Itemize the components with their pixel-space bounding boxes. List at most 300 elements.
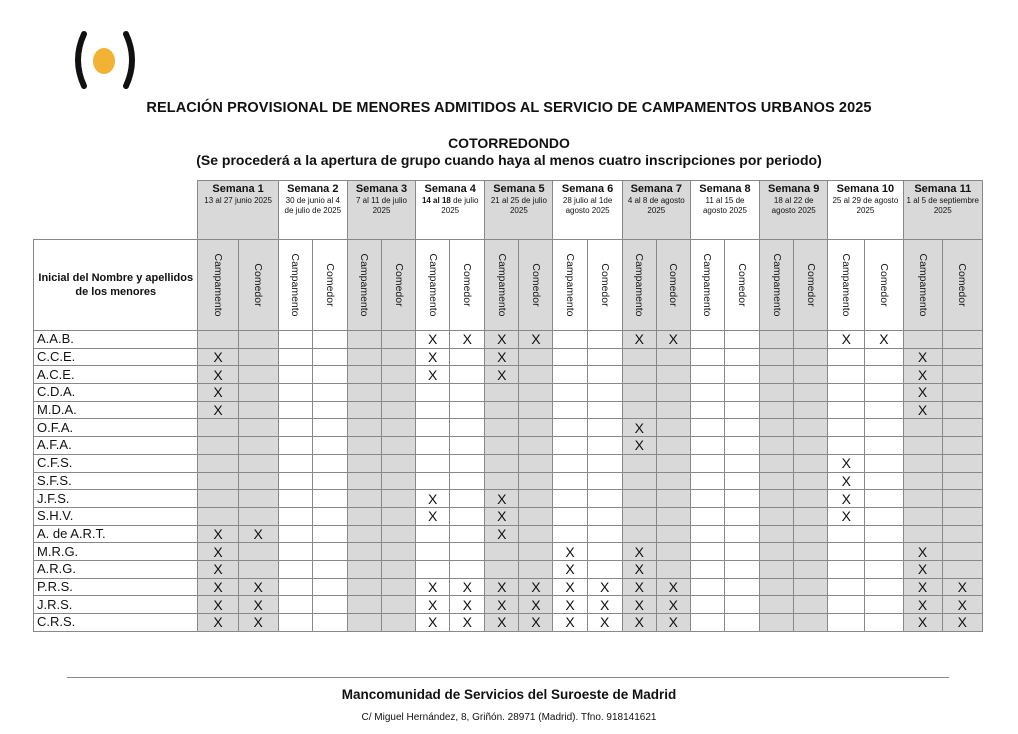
comedor-cell xyxy=(942,419,982,437)
table-row xyxy=(34,454,983,472)
campamento-cell: X xyxy=(828,472,865,490)
campamento-cell xyxy=(553,454,587,472)
campamento-cell: X xyxy=(198,525,238,543)
subheader-label: Comedor xyxy=(598,263,611,307)
campamento-cell xyxy=(278,437,312,455)
subheader-row xyxy=(34,240,983,331)
comedor-cell xyxy=(382,472,416,490)
week-label: Semana 2 xyxy=(287,183,339,195)
campamento-cell: X xyxy=(416,490,450,508)
comedor-cell xyxy=(450,543,485,561)
week-header xyxy=(347,181,415,240)
comedor-header xyxy=(238,240,278,331)
campamento-cell: X xyxy=(903,560,942,578)
week-header xyxy=(622,181,690,240)
campamento-cell: X xyxy=(903,384,942,402)
location-title: COTORREDONDO xyxy=(448,135,570,151)
comedor-cell xyxy=(382,507,416,525)
campamento-cell: X xyxy=(416,507,450,525)
campamento-cell: X xyxy=(485,578,519,596)
comedor-cell xyxy=(382,490,416,508)
comedor-cell: X xyxy=(587,578,622,596)
subheader-label: Campamento xyxy=(564,253,577,317)
campamento-cell: X xyxy=(416,614,450,632)
comedor-cell xyxy=(519,525,553,543)
comedor-cell xyxy=(794,331,828,349)
campamento-cell: X xyxy=(903,614,942,632)
comedor-cell: X xyxy=(865,331,903,349)
campamento-cell: X xyxy=(622,331,656,349)
comedor-cell xyxy=(724,401,759,419)
comedor-cell xyxy=(238,419,278,437)
campamento-cell: X xyxy=(485,331,519,349)
comedor-cell: X xyxy=(450,596,485,614)
comedor-cell xyxy=(865,384,903,402)
comedor-cell xyxy=(656,401,690,419)
comedor-cell xyxy=(942,560,982,578)
comedor-cell xyxy=(519,490,553,508)
comedor-cell xyxy=(587,384,622,402)
comedor-cell xyxy=(942,437,982,455)
subheader-label: Campamento xyxy=(358,253,371,317)
table-row xyxy=(34,348,983,366)
comedor-cell xyxy=(382,543,416,561)
campamento-cell: X xyxy=(828,331,865,349)
comedor-cell xyxy=(382,348,416,366)
campamento-cell: X xyxy=(198,543,238,561)
campamento-cell xyxy=(553,525,587,543)
week-dates: 13 al 27 junio 2025 xyxy=(204,196,272,205)
campamento-cell xyxy=(553,437,587,455)
campamento-cell: X xyxy=(485,507,519,525)
comedor-cell xyxy=(587,366,622,384)
week-label: Semana 1 xyxy=(212,183,264,195)
table-row xyxy=(34,578,983,596)
comedor-cell xyxy=(724,543,759,561)
subheader-label: Campamento xyxy=(840,253,853,317)
comedor-cell xyxy=(382,366,416,384)
campamento-header xyxy=(416,240,450,331)
comedor-cell xyxy=(519,437,553,455)
table-row xyxy=(34,401,983,419)
campamento-cell xyxy=(690,437,724,455)
campamento-cell xyxy=(347,543,381,561)
campamento-cell xyxy=(485,543,519,561)
campamento-cell xyxy=(416,560,450,578)
campamento-cell: X xyxy=(198,366,238,384)
campamento-cell xyxy=(347,490,381,508)
campamento-cell xyxy=(760,543,794,561)
campamento-cell: X xyxy=(485,525,519,543)
campamento-cell xyxy=(198,454,238,472)
comedor-cell xyxy=(312,490,347,508)
campamento-cell: X xyxy=(485,348,519,366)
child-initials: J.F.S. xyxy=(34,490,198,508)
campamento-cell xyxy=(760,596,794,614)
week-header-row xyxy=(34,181,983,240)
comedor-cell xyxy=(724,437,759,455)
campamento-cell xyxy=(347,366,381,384)
blank-corner xyxy=(34,181,198,240)
campamento-cell xyxy=(690,543,724,561)
campamento-cell: X xyxy=(416,366,450,384)
comedor-cell xyxy=(450,366,485,384)
campamento-cell xyxy=(553,331,587,349)
admissions-table xyxy=(33,180,983,632)
comedor-cell xyxy=(450,507,485,525)
campamento-cell xyxy=(760,454,794,472)
comedor-cell xyxy=(519,419,553,437)
subheader-label: Campamento xyxy=(770,253,783,317)
comedor-cell xyxy=(942,331,982,349)
campamento-cell: X xyxy=(553,578,587,596)
campamento-cell xyxy=(622,454,656,472)
comedor-cell xyxy=(450,437,485,455)
campamento-cell xyxy=(347,560,381,578)
comedor-cell xyxy=(865,348,903,366)
comedor-cell: X xyxy=(656,331,690,349)
comedor-cell xyxy=(312,525,347,543)
subheader-label: Comedor xyxy=(877,263,890,307)
campamento-header xyxy=(622,240,656,331)
campamento-cell xyxy=(198,437,238,455)
comedor-cell xyxy=(587,490,622,508)
campamento-cell xyxy=(278,401,312,419)
comedor-cell xyxy=(724,454,759,472)
comedor-cell: X xyxy=(519,614,553,632)
week-header xyxy=(690,181,759,240)
table-row xyxy=(34,437,983,455)
subheader-label: Campamento xyxy=(289,253,302,317)
comedor-cell xyxy=(656,348,690,366)
comedor-header xyxy=(519,240,553,331)
subheader-label: Campamento xyxy=(916,253,929,317)
comedor-cell xyxy=(519,366,553,384)
campamento-header xyxy=(553,240,587,331)
campamento-cell: X xyxy=(903,596,942,614)
campamento-cell xyxy=(690,578,724,596)
campamento-cell xyxy=(416,543,450,561)
campamento-cell xyxy=(347,525,381,543)
campamento-cell xyxy=(278,454,312,472)
table-row xyxy=(34,490,983,508)
comedor-cell xyxy=(587,331,622,349)
comedor-cell xyxy=(312,614,347,632)
campamento-cell xyxy=(553,472,587,490)
campamento-cell xyxy=(828,437,865,455)
campamento-cell xyxy=(622,490,656,508)
campamento-cell: X xyxy=(553,614,587,632)
campamento-cell: X xyxy=(622,560,656,578)
comedor-cell xyxy=(942,472,982,490)
campamento-cell: X xyxy=(903,348,942,366)
child-initials: A. de A.R.T. xyxy=(34,525,198,543)
comedor-cell xyxy=(724,419,759,437)
campamento-cell: X xyxy=(622,578,656,596)
comedor-cell xyxy=(238,472,278,490)
campamento-header xyxy=(690,240,724,331)
campamento-cell xyxy=(485,472,519,490)
comedor-cell xyxy=(238,348,278,366)
comedor-cell xyxy=(238,366,278,384)
campamento-cell xyxy=(760,366,794,384)
comedor-cell xyxy=(519,384,553,402)
comedor-cell xyxy=(450,454,485,472)
comedor-cell xyxy=(312,331,347,349)
campamento-cell: X xyxy=(903,543,942,561)
comedor-cell xyxy=(865,560,903,578)
comedor-cell xyxy=(724,578,759,596)
week-dates xyxy=(416,196,484,216)
comedor-cell xyxy=(238,507,278,525)
campamento-cell: X xyxy=(828,507,865,525)
week-label: Semana 5 xyxy=(493,183,545,195)
campamento-cell xyxy=(347,437,381,455)
campamento-cell xyxy=(760,472,794,490)
comedor-cell xyxy=(519,472,553,490)
table-row xyxy=(34,384,983,402)
campamento-header xyxy=(347,240,381,331)
campamento-cell: X xyxy=(553,596,587,614)
comedor-cell xyxy=(587,525,622,543)
campamento-cell: X xyxy=(416,596,450,614)
week-label: Semana 11 xyxy=(914,183,972,195)
campamento-cell xyxy=(828,525,865,543)
campamento-cell xyxy=(903,472,942,490)
campamento-cell xyxy=(622,401,656,419)
campamento-cell: X xyxy=(622,437,656,455)
name-column-header: Inicial del Nombre y apellidos de los menores xyxy=(34,240,198,331)
week-dates: 25 al 29 de agosto 2025 xyxy=(832,196,899,215)
subheader-label: Comedor xyxy=(956,263,969,307)
campamento-cell xyxy=(622,472,656,490)
campamento-cell xyxy=(278,490,312,508)
campamento-cell xyxy=(198,331,238,349)
campamento-cell xyxy=(828,348,865,366)
comedor-header xyxy=(942,240,982,331)
comedor-cell: X xyxy=(238,578,278,596)
subheader-label: Campamento xyxy=(633,253,646,317)
child-initials: C.D.A. xyxy=(34,384,198,402)
campamento-cell xyxy=(553,419,587,437)
comedor-cell xyxy=(519,543,553,561)
comedor-cell xyxy=(382,614,416,632)
campamento-cell xyxy=(690,472,724,490)
comedor-cell xyxy=(238,490,278,508)
comedor-cell xyxy=(794,507,828,525)
campamento-cell xyxy=(828,419,865,437)
campamento-cell xyxy=(416,454,450,472)
comedor-header xyxy=(724,240,759,331)
comedor-cell xyxy=(382,578,416,596)
comedor-cell xyxy=(942,490,982,508)
comedor-cell xyxy=(794,578,828,596)
comedor-cell xyxy=(312,366,347,384)
campamento-cell xyxy=(760,348,794,366)
comedor-cell: X xyxy=(450,331,485,349)
week-dates-rest: de julio 2025 xyxy=(441,196,479,215)
campamento-cell xyxy=(690,507,724,525)
comedor-cell xyxy=(382,560,416,578)
campamento-cell xyxy=(690,560,724,578)
comedor-cell xyxy=(865,543,903,561)
comedor-cell xyxy=(238,331,278,349)
campamento-cell xyxy=(760,437,794,455)
campamento-cell: X xyxy=(485,490,519,508)
campamento-cell: X xyxy=(903,401,942,419)
comedor-cell xyxy=(794,348,828,366)
comedor-cell xyxy=(519,560,553,578)
campamento-cell xyxy=(347,331,381,349)
campamento-cell: X xyxy=(622,543,656,561)
week-label: Semana 9 xyxy=(768,183,820,195)
campamento-cell xyxy=(903,331,942,349)
campamento-cell: X xyxy=(198,560,238,578)
comedor-cell xyxy=(382,401,416,419)
campamento-cell xyxy=(278,331,312,349)
child-initials: A.F.A. xyxy=(34,437,198,455)
campamento-cell xyxy=(347,401,381,419)
comedor-cell xyxy=(656,419,690,437)
comedor-cell xyxy=(794,472,828,490)
comedor-cell xyxy=(656,490,690,508)
campamento-cell xyxy=(553,490,587,508)
comedor-cell xyxy=(656,454,690,472)
comedor-cell xyxy=(450,384,485,402)
comedor-cell xyxy=(656,437,690,455)
comedor-cell xyxy=(794,560,828,578)
campamento-cell xyxy=(198,490,238,508)
campamento-cell xyxy=(828,560,865,578)
week-dates: 18 al 22 de agosto 2025 xyxy=(771,196,816,215)
campamento-cell xyxy=(278,543,312,561)
comedor-cell: X xyxy=(587,596,622,614)
comedor-cell: X xyxy=(942,578,982,596)
campamento-cell xyxy=(622,507,656,525)
subheader-label: Campamento xyxy=(701,253,714,317)
week-header xyxy=(903,181,982,240)
table-row xyxy=(34,614,983,632)
campamento-cell xyxy=(278,507,312,525)
comedor-cell xyxy=(865,507,903,525)
comedor-cell xyxy=(312,401,347,419)
table-row xyxy=(34,560,983,578)
campamento-cell xyxy=(828,596,865,614)
campamento-cell: X xyxy=(485,614,519,632)
campamento-cell xyxy=(553,348,587,366)
campamento-cell xyxy=(347,596,381,614)
campamento-cell: X xyxy=(622,614,656,632)
comedor-cell xyxy=(450,490,485,508)
comedor-cell xyxy=(450,560,485,578)
comedor-cell xyxy=(238,384,278,402)
comedor-cell xyxy=(656,384,690,402)
campamento-cell xyxy=(347,472,381,490)
campamento-cell: X xyxy=(416,348,450,366)
campamento-cell xyxy=(690,596,724,614)
comedor-header xyxy=(656,240,690,331)
campamento-cell xyxy=(347,348,381,366)
child-initials: S.F.S. xyxy=(34,472,198,490)
group-note: (Se procederá a la apertura de grupo cuando haya al menos cuatro inscripciones por periodo) xyxy=(196,152,822,168)
comedor-cell xyxy=(312,472,347,490)
subheader-label: Campamento xyxy=(426,253,439,317)
comedor-cell xyxy=(312,543,347,561)
comedor-cell xyxy=(865,614,903,632)
comedor-header xyxy=(865,240,903,331)
campamento-cell xyxy=(278,614,312,632)
comedor-cell xyxy=(724,560,759,578)
campamento-cell xyxy=(690,401,724,419)
comedor-cell xyxy=(587,560,622,578)
comedor-cell xyxy=(794,454,828,472)
comedor-cell xyxy=(656,560,690,578)
comedor-cell xyxy=(587,348,622,366)
campamento-cell xyxy=(760,401,794,419)
comedor-cell xyxy=(519,454,553,472)
comedor-cell xyxy=(238,543,278,561)
campamento-header xyxy=(278,240,312,331)
comedor-header xyxy=(382,240,416,331)
campamento-cell xyxy=(760,419,794,437)
comedor-cell xyxy=(794,525,828,543)
week-dates: 21 al 25 de julio 2025 xyxy=(490,196,547,215)
campamento-cell xyxy=(828,401,865,419)
campamento-cell xyxy=(828,578,865,596)
comedor-cell xyxy=(587,419,622,437)
comedor-cell xyxy=(382,437,416,455)
week-dates: 1 al 5 de septiembre 2025 xyxy=(906,196,980,215)
comedor-cell xyxy=(942,454,982,472)
comedor-cell xyxy=(450,472,485,490)
comedor-cell xyxy=(942,348,982,366)
campamento-cell xyxy=(416,419,450,437)
document-title: RELACIÓN PROVISIONAL DE MENORES ADMITIDOS AL SERVICIO DE CAMPAMENTOS URBANOS 2025 xyxy=(146,100,872,116)
comedor-cell xyxy=(587,472,622,490)
comedor-cell xyxy=(724,472,759,490)
child-initials: C.F.S. xyxy=(34,454,198,472)
child-initials: M.D.A. xyxy=(34,401,198,419)
campamento-cell xyxy=(760,507,794,525)
week-label: Semana 7 xyxy=(630,183,682,195)
subheader-label: Comedor xyxy=(736,263,749,307)
campamento-cell xyxy=(622,525,656,543)
comedor-cell xyxy=(587,437,622,455)
campamento-cell: X xyxy=(198,614,238,632)
campamento-cell: X xyxy=(198,578,238,596)
comedor-cell xyxy=(865,419,903,437)
campamento-cell xyxy=(485,419,519,437)
campamento-cell xyxy=(828,543,865,561)
campamento-cell xyxy=(278,472,312,490)
comedor-cell xyxy=(519,507,553,525)
subheader-label: Campamento xyxy=(495,253,508,317)
campamento-cell xyxy=(622,384,656,402)
campamento-cell xyxy=(416,472,450,490)
campamento-cell xyxy=(347,507,381,525)
comedor-cell: X xyxy=(656,596,690,614)
campamento-header xyxy=(760,240,794,331)
table-row xyxy=(34,366,983,384)
comedor-cell xyxy=(382,525,416,543)
comedor-cell xyxy=(865,401,903,419)
campamento-cell: X xyxy=(553,560,587,578)
comedor-cell: X xyxy=(238,525,278,543)
comedor-cell xyxy=(238,454,278,472)
campamento-cell xyxy=(416,437,450,455)
child-initials: A.R.G. xyxy=(34,560,198,578)
campamento-cell xyxy=(553,401,587,419)
